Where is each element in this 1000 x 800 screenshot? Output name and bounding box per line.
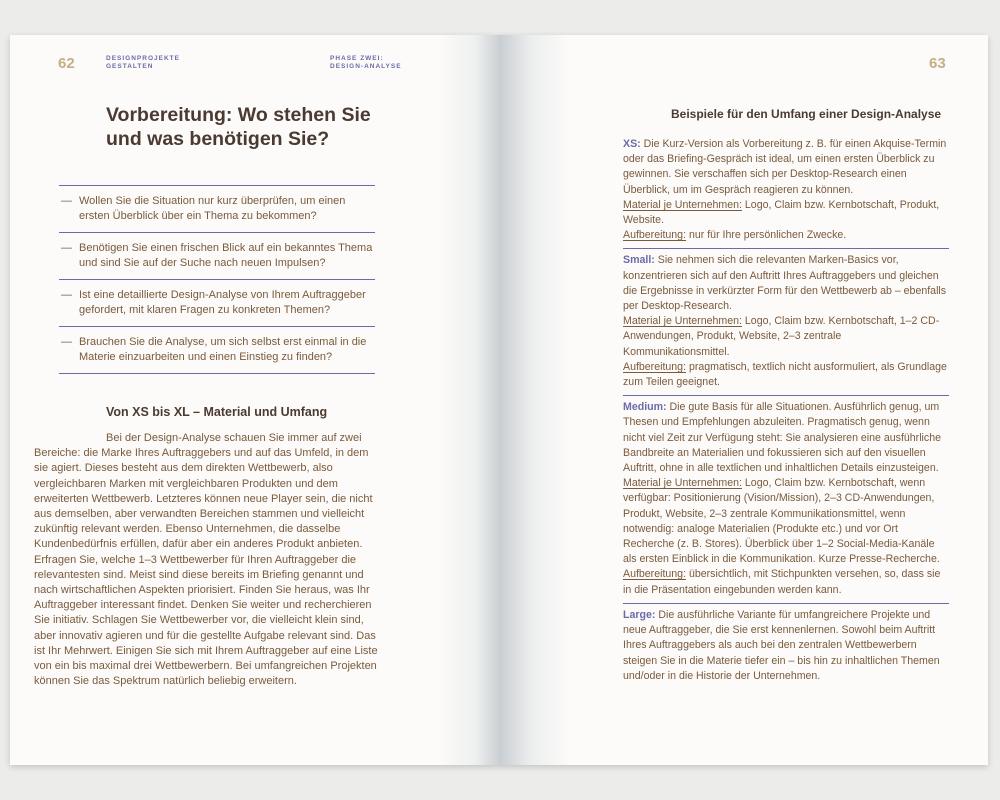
question-text: Ist eine detaillierte Design-Analyse von Ihrem Auftraggeber gefordert, mit klaren Fragen zu konkreten Themen? — [79, 289, 366, 316]
dash-bullet: — — [61, 195, 72, 207]
prep-line — [623, 567, 949, 597]
example-description — [623, 253, 949, 314]
running-head-left — [106, 55, 180, 71]
dash-bullet: — — [61, 336, 72, 348]
page-number-right: 63 — [929, 55, 946, 72]
running-head-right-line-2: DESIGN-ANALYSE — [330, 63, 402, 70]
question-item — [59, 327, 375, 374]
material-label: Material je Unternehmen: — [623, 477, 742, 490]
question-text: Brauchen Sie die Analyse, um sich selbst erst einmal in die Materie einzuarbeiten und einen Einstieg zu finden? — [79, 336, 367, 363]
material-line — [623, 476, 949, 567]
body-paragraph: Bei der Design-Analyse schauen Sie immer auf zwei Bereiche: die Marke Ihres Auftraggebers und auf das Umfeld, in dem sie agiert. Dieses besteht aus dem direkten Wettbewerb, also vergleichbaren Marken mit vergleichbaren Produkten und dem erweiterten Wettbewerb. Letzteres können neue Player sein, die nicht aus demselben, aber verwandten Bereichen stammen und vielleicht zukünftig relevant werden. Ebenso Unternehmen, die dasselbe Kundenbedürfnis erfüllen, dafür aber ein anderes Produkt anbieten. Erfragen Sie, welche 1–3 Wettbewerber für Ihren Auftraggeber die relevantesten sind. Meist sind diese bereits im Briefing genannt und nach wirtschaftlichen Aspekten priorisiert. Finden Sie heraus, was Ihr Auftraggeber interessant findet. Denken Sie weiter und recherchieren Sie initiativ. Schlagen Sie Wettbewerber vor, die vielleicht klein sind, aber innovativ agieren und für die gestellte Aufgabe relevant sind. Das ist Ihr Mehrwert. Einigen Sie sich mit Ihrem Auftraggeber auf eine Liste von ein bis maximal drei Wettbewerbern. Bei umfangreichen Projekten können Sie das Spektrum natürlich beliebig erweitern. — [34, 432, 378, 688]
size-label: Small: — [623, 254, 655, 267]
examples-list — [623, 133, 949, 689]
examples-heading: Beispiele für den Umfang einer Design-Analyse — [671, 107, 942, 121]
section-subheading: Von XS bis XL – Material und Umfang — [106, 405, 328, 419]
question-item — [59, 233, 375, 280]
gutter-shadow-right — [499, 35, 569, 765]
question-item — [59, 280, 375, 327]
material-text: Logo, Claim bzw. Kernbotschaft, wenn verfügbar: Positionierung (Vision/Mission), 2–3 CD-Anwendungen, Produkt, Website, 2–3 zentrale Kommunikationsmittel, wenn notwendig: analoge Materialien (Produkte etc.) und vor Ort Recherche (z. B. Stores). Überblick über 1–2 Social-Media-Kanäle als ersten Einblick in die Kommunikation. Kurze Presse-Recherche. — [623, 477, 940, 566]
size-label: XS: — [623, 138, 641, 150]
example-text: Die ausführliche Variante für umfangreichere Projekte und neue Auftraggeber, die Sie erst kennenlernen. Sowohl beim Auftritt Ihres Auftraggebers als auch bei den zentralen Wettbewerbern steigen Sie in die Materie tiefer ein – bis hin zu inhaltlichen Themen und/oder in die Historie der Unternehmen. — [623, 608, 940, 682]
example-description — [623, 400, 949, 476]
material-label: Material je Unternehmen: — [623, 198, 742, 211]
prep-line — [623, 360, 949, 390]
prep-label: Aufbereitung: — [623, 568, 687, 581]
prep-line — [623, 228, 949, 243]
prep-text: nur für Ihre persönlichen Zwecke. — [688, 229, 847, 242]
material-label: Material je Unternehmen: — [623, 315, 742, 328]
material-line — [623, 198, 949, 228]
running-head-left-line-1: DESIGNPROJEKTE — [106, 55, 180, 62]
example-text: Sie nehmen sich die relevanten Marken-Basics vor, konzentrieren sich auf den Auftritt Ihres Auftraggebers und gleichen die Ergebnisse in verkürzter Form für den Wettbewerb ab – ebenfalls per Desktop-Research. — [623, 254, 947, 313]
book-spread — [10, 35, 988, 765]
example-description — [623, 137, 949, 198]
question-text: Wollen Sie die Situation nur kurz überprüfen, um einen ersten Überblick über ein Thema zu bekommen? — [79, 195, 346, 222]
right-page — [499, 35, 988, 765]
gutter-shadow-left — [439, 35, 499, 765]
prep-text: übersichtlich, mit Stichpunkten versehen, so, dass sie in die Präsentation eingebunden werden kann. — [623, 568, 941, 596]
example-large — [623, 604, 949, 689]
prep-label: Aufbereitung: — [623, 360, 687, 373]
size-label: Large: — [623, 608, 656, 621]
left-page — [10, 35, 499, 765]
size-label: Medium: — [623, 401, 667, 414]
dash-bullet: — — [61, 242, 72, 254]
example-medium — [623, 396, 949, 604]
question-list — [59, 185, 375, 374]
question-item — [59, 186, 375, 233]
running-head-right — [330, 55, 402, 71]
running-head-right-line-1: PHASE ZWEI: — [330, 55, 384, 62]
prep-label: Aufbereitung: — [623, 229, 687, 242]
page-heading: Vorbereitung: Wo stehen Sie und was benötigen Sie? — [106, 104, 371, 150]
running-head-left-line-2: GESTALTEN — [106, 63, 154, 70]
material-text: Logo, Claim bzw. Kernbotschaft, Produkt, Website. — [623, 198, 940, 227]
example-small — [623, 249, 949, 396]
dash-bullet: — — [61, 289, 72, 301]
example-description — [623, 608, 949, 684]
material-line — [623, 314, 949, 360]
material-text: Logo, Claim bzw. Kernbotschaft, 1–2 CD-Anwendungen, Produkt, Website, 2–3 zentrale Kommunikationsmittel. — [623, 315, 940, 358]
example-xs — [623, 133, 949, 249]
example-text: Die gute Basis für alle Situationen. Ausführlich genug, um Thesen und Empfehlungen abzuleiten. Pragmatisch genug, wenn nicht viel Zeit zur Verfügung steht: Sie analysieren eine ausführliche Bandbreite an Materialien und fokussieren sich auf den visuellen Auftritt, ohne in alle textlichen und inhaltlichen Details einzusteigen. — [623, 401, 941, 475]
question-text: Benötigen Sie einen frischen Blick auf ein bekanntes Thema und sind Sie auf der Suche nach neuen Impulsen? — [79, 242, 373, 269]
page-number-left: 62 — [58, 55, 75, 72]
prep-text: pragmatisch, textlich nicht ausformuliert, als Grundlage zum Teilen geeignet. — [623, 360, 947, 389]
example-text: Die Kurz-Version als Vorbereitung z. B. für einen Akquise-Termin oder das Briefing-Gespräch ist ideal, um einen ersten Überblick zu gewinnen. Sie verschaffen sich per Desktop-Research einen Überblick, um im Gespräch reagieren zu können. — [623, 138, 947, 196]
